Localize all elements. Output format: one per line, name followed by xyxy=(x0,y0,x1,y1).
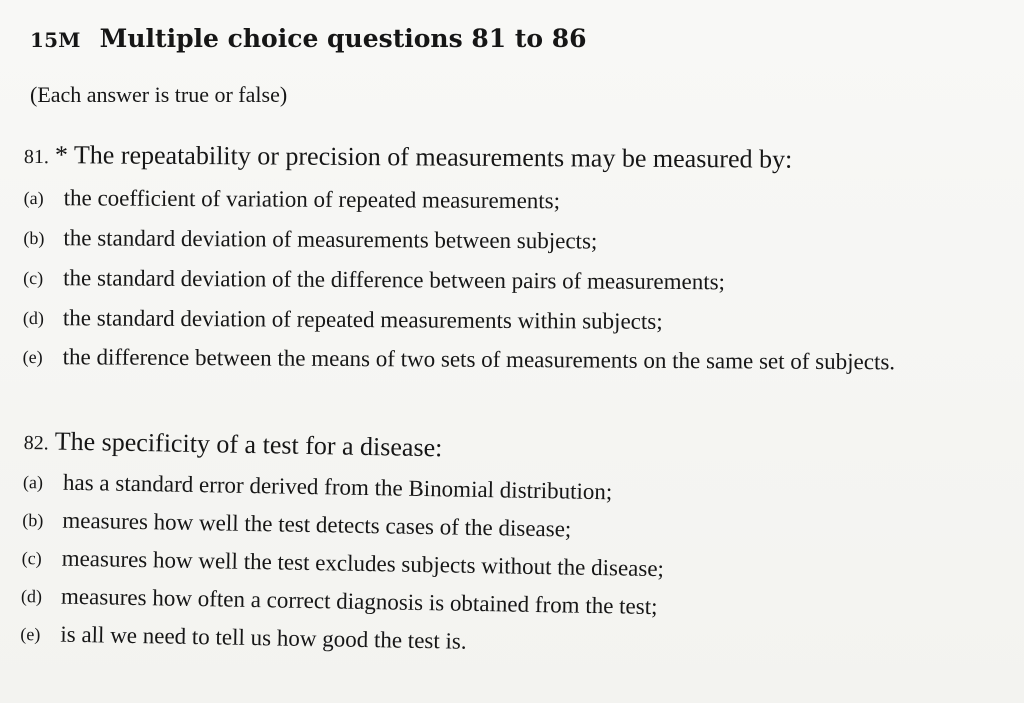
option-text: the standard deviation of the difference between pairs of measurements; xyxy=(63,265,726,295)
option-text: measures how well the test detects cases of the disease; xyxy=(62,507,572,542)
question-text: The specificity of a test for a disease: xyxy=(54,426,443,463)
option-letter: (e) xyxy=(22,346,43,368)
instruction-text: (Each answer is true or false) xyxy=(30,82,288,107)
question-number: 82. xyxy=(23,431,49,455)
question-81 xyxy=(23,140,1024,376)
option-letter: (d) xyxy=(20,585,43,607)
option-d xyxy=(21,582,664,621)
option-b xyxy=(23,224,1023,258)
option-text: measures how often a correct diagnosis is obtained from the test; xyxy=(60,583,658,620)
option-text: measures how well the test excludes subjects without the disease; xyxy=(61,545,665,582)
option-letter: (b) xyxy=(22,509,44,531)
option-a xyxy=(23,468,666,507)
option-text: has a standard error derived from the Binomial distribution; xyxy=(62,469,613,505)
section-title: Multiple choice questions 81 to 86 xyxy=(99,24,587,53)
option-text: the coefficient of variation of repeated measurements; xyxy=(63,185,561,214)
option-a xyxy=(24,184,1024,218)
section-header xyxy=(30,24,587,53)
option-d xyxy=(23,304,1023,338)
option-text: the difference between the means of two sets of measurements on the same set of subjects. xyxy=(62,344,896,375)
option-letter: (b) xyxy=(23,227,45,249)
question-stem xyxy=(23,426,666,469)
question-number: 81. xyxy=(23,145,49,169)
option-letter: (c) xyxy=(21,547,42,569)
question-stem xyxy=(24,140,1024,178)
option-e xyxy=(20,620,663,659)
option-b xyxy=(22,506,665,545)
option-letter: (c) xyxy=(23,267,44,289)
question-text: * The repeatability or precision of measurements may be measured by: xyxy=(54,140,793,174)
option-letter: (a) xyxy=(22,471,44,493)
option-c xyxy=(23,264,1023,298)
option-text: the standard deviation of repeated measurements within subjects; xyxy=(62,305,663,334)
option-text: the standard deviation of measurements between subjects; xyxy=(63,225,598,254)
option-letter: (e) xyxy=(20,623,41,645)
option-letter: (d) xyxy=(22,307,44,329)
option-e xyxy=(23,344,1023,376)
section-number: 15M xyxy=(30,28,81,52)
option-c xyxy=(21,544,664,583)
option-text: is all we need to tell us how good the test is. xyxy=(60,621,467,654)
question-82 xyxy=(20,426,666,659)
option-letter: (a) xyxy=(23,187,44,209)
